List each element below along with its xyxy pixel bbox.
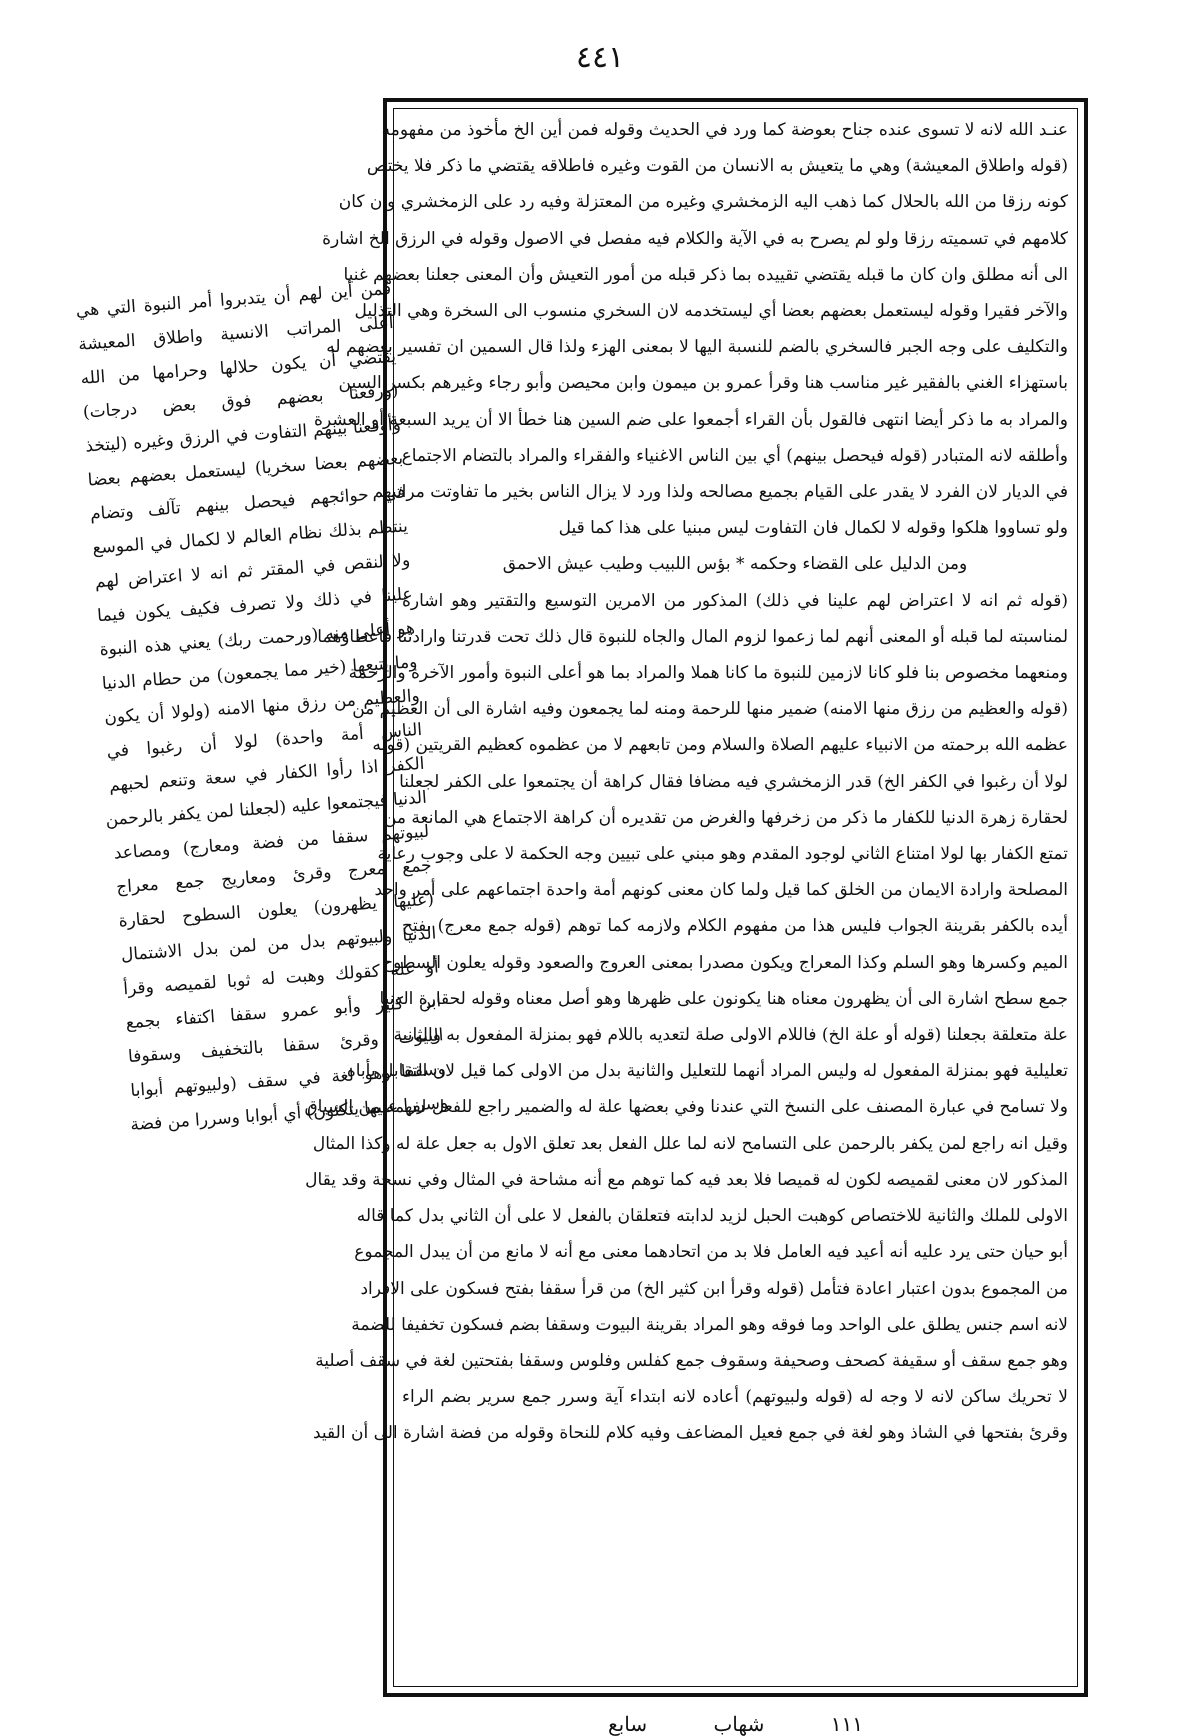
commentary-line: لولا أن رغبوا في الكفر الخ) قدر الزمخشري فيه مضافا فقال كراهة أن يجتمعوا على الكفر لجعلنا bbox=[399, 771, 1068, 792]
margin-line: بعضهم بعضا سخريا) ليستعمل بعضهم بعضا bbox=[87, 448, 404, 491]
commentary-line: وقرئ بفتحها في الشاذ وهو لغة في جمع فعيل المضاعف وفيه كلام للنحاة وقوله من فضة اشارة الى أن القيد bbox=[313, 1423, 1068, 1444]
footer-signature-number: ١١١ bbox=[830, 1712, 863, 1736]
margin-line: البيوت وقرئ سقفا بالتخفيف وسقوفا bbox=[127, 1025, 445, 1068]
commentary-line: تعليلية فهو بمنزلة المفعول له وليس المراد أنهما للتعليل والثانية بدل من الاولى كما قيل لان التقابل يأباه bbox=[346, 1061, 1068, 1082]
commentary-line: لحقارة زهرة الدنيا للكفار ما ذكر من زخرفها والغرض من تقديره أن كراهة الاجتماع هي المانعة من bbox=[383, 807, 1068, 828]
page-number: ٤٤١ bbox=[575, 40, 625, 75]
commentary-line: والآخر فقيرا وقوله ليستعمل بعضهم بعضا أي ليستخدمه لان السخري منسوب الى السخرة وهي التذليل bbox=[354, 301, 1068, 322]
margin-line: علينا في ذلك ولا تصرف فكيف يكون فيما bbox=[96, 584, 414, 627]
margin-line: أعلى المراتب الانسية واطلاق المعيشة bbox=[77, 312, 395, 355]
margin-line: جمع معرج وقرئ ومعاريج جمع معراج bbox=[115, 855, 433, 898]
commentary-line: باستهزاء الغني بالفقير غير مناسب هنا وقرأ عمرو بن ميمون وابن محيصن وأبو رجاء وغيرهم بكسر السين bbox=[338, 373, 1068, 394]
margin-line: (ورفعنا بعضهم فوق بعض درجات) bbox=[82, 380, 399, 423]
margin-line: فمن أين لهم أن يتدبروا أمر النبوة التي هي bbox=[75, 278, 392, 321]
commentary-line: عظمه الله برحمته من الانبياء عليهم الصلاة والسلام ومن تابعهم لا من عظموه كعظيم القريتين (قوله bbox=[372, 735, 1068, 756]
commentary-line: لا تحريك ساكن لانه لا وجه له (قوله ولبيوتهم) أعاده لانه ابتداء آية وسرر جمع سرير بضم الراء bbox=[402, 1387, 1068, 1408]
margin-line: (عليها يظهرون) يعلون السطوح لحقارة bbox=[117, 889, 435, 932]
commentary-line: (قوله والعظيم من رزق منها الامنه) ضمير منها للرحمة ومنه لما يجمعون وفيه اشارة الى أن العظيم من bbox=[352, 699, 1068, 720]
margin-line: الناس أمة واحدة) لولا أن رغبوا في bbox=[106, 719, 423, 762]
margin-line: ولا لنقص في المقتر ثم انه لا اعتراض لهم bbox=[94, 550, 411, 593]
commentary-line: المذكور لان معنى لقميصه لكون له قميصا فلا بعد فيه كما توهم مع أنه مشاحة في المثال وفي نسخة وقد يقال bbox=[305, 1169, 1068, 1190]
commentary-line: ومن الدليل على القضاء وحكمه * بؤس اللبيب وطيب عيش الاحمق bbox=[502, 554, 968, 575]
page-footer bbox=[383, 1712, 1088, 1736]
margin-line: وسقفا وهو لغة في سقف (ولبيوتهم أبوابا bbox=[129, 1059, 447, 1102]
commentary-line: الاولى للملك والثانية للاختصاص كوهبت الحبل لزيد لدابته فتعلقان بالفعل لا على أن الثاني بدل كما قاله bbox=[356, 1206, 1068, 1227]
footer-word-sabi: سابع bbox=[608, 1712, 648, 1736]
commentary-line: (قوله ثم انه لا اعتراض لهم علينا في ذلك) المذكور من الامرين التوسيع والتقتير وهو اشارة bbox=[402, 590, 1068, 611]
margin-line: أو علة كقولك وهبت له ثوبا لقميصه وقرأ bbox=[122, 957, 440, 1000]
commentary-line: من المجموع بدون اعتبار اعادة فتأمل (قوله وقرأ ابن كثير الخ) من قرأ سقفا بفتح فسكون على الافراد bbox=[360, 1278, 1068, 1299]
footer-word-shihab: شهاب bbox=[713, 1712, 765, 1736]
commentary-line: كونه رزقا من الله بالحلال كما ذهب اليه الزمخشري وغيره من المعتزلة وفيه رد على الزمخشري وان كان bbox=[338, 192, 1068, 213]
commentary-line: ولو تساووا هلكوا وقوله لا لكمال فان التفاوت ليس مبنيا على هذا كما قيل bbox=[558, 518, 1068, 539]
commentary-line: وقيل انه راجع لمن يكفر بالرحمن على التسامح لانه لما علل الفعل بعد تعلق الاول به جعل علة له وكذا المثال bbox=[312, 1133, 1068, 1154]
commentary-line: وهو جمع سقف أو سقيفة كصحف وصحيفة وسقوف جمع كفلس وفلوس وسقفا بفتحتين لغة في سقف أصلية bbox=[315, 1350, 1068, 1371]
commentary-line: أبو حيان حتى يرد عليه أنه أعيد فيه العامل فلا بد من اتحادهما معنى مع أنه لا مانع من أن يبدل المجموع bbox=[354, 1242, 1068, 1263]
margin-line: الدنيا ولبيوتهم بدل من لمن بدل الاشتمال bbox=[120, 923, 437, 966]
margin-line: والعظيم من رزق منها الامنه (ولولا أن يكون bbox=[103, 685, 421, 728]
commentary-line: تمتع الكفار بها لولا امتناع الثاني لوجود المقدم وهو مبني على تبيين وجه الحكمة لا على وجوب رعاية bbox=[377, 844, 1068, 865]
margin-line: يقتضي أن يكون حلالها وحرامها من الله bbox=[80, 346, 397, 389]
margin-line: في حوائجهم فيحصل بينهم تآلف وتضام bbox=[89, 482, 407, 525]
commentary-line: والمراد به ما ذكر أيضا انتهى فالقول بأن القراء أجمعوا على ضم السين هنا خطأ الا أن يريد السبعة أو العشرة bbox=[314, 409, 1068, 430]
commentary-line: وأطلقه لانه المتبادر (قوله فيحصل بينهم) أي بين الناس الاغنياء والفقراء والمراد بالتضام الاجتماع bbox=[401, 445, 1068, 466]
margin-line: الكفر اذا رأوا الكفار في سعة وتنعم لحبهم bbox=[108, 753, 426, 796]
commentary-line: ولا تسامح في عبارة المصنف على النسخ التي عندنا وفي بعضها علة له والضمير راجع للفعل لفهمه من السياق bbox=[304, 1097, 1068, 1118]
margin-line: ينتظم بذلك نظام العالم لا لكمال في الموسع bbox=[91, 516, 409, 559]
commentary-line: لمناسبته لما قبله أو المعنى أنهم لما زعموا لزوم المال والجاه للنبوة قال ذلك تحت قدرتنا وارادتنا فاعطاؤهما bbox=[317, 626, 1068, 647]
commentary-line: ومنعهما مخصوص بنا فلو كانا لازمين للنبوة ما كانا هملا والمراد بما هو أعلى النبوة وأمور الآخرة والرحمة bbox=[348, 663, 1068, 684]
commentary-line: والتكليف على وجه الجبر فالسخري بالضم للنسبة اليها لا بمعنى الهزء ولذا قال السمين ان تفسير بعضهم له bbox=[326, 337, 1068, 358]
commentary-line: الميم وكسرها وهو السلم وكذا المعراج ويكون مصدرا بمعنى العروج والصعود وقوله يعلون السطوح bbox=[382, 952, 1068, 973]
commentary-line: الى أنه مطلق وان كان ما قبله يقتضي تقييده بما ذكر قبله من أمور التعيش وأن المعنى جعلنا بعضهم غنيا bbox=[343, 264, 1068, 285]
marginal-text bbox=[75, 272, 450, 1142]
margin-wrap bbox=[74, 272, 449, 1136]
commentary-text bbox=[304, 108, 1078, 1686]
margin-line: وأوقعنا بينهم التفاوت في الرزق وغيره (ليتخذ bbox=[84, 414, 402, 457]
margin-line: الدنيا فيجتمعوا عليه (لجعلنا لمن يكفر بالرحمن bbox=[104, 787, 428, 831]
commentary-line: كلامهم في تسميته رزقا ولو لم يصرح به في الآية والكلام فيه مفصل في الاصول وقوله في الرزق الخ اشارة bbox=[322, 228, 1068, 249]
commentary-line: المصلحة وارادة الايمان من الخلق كما قيل ولما كان معنى كونهم أمة واحدة اجتماعهم على أمر واحد bbox=[374, 880, 1068, 901]
commentary-line: جمع سطح اشارة الى أن يظهرون معناه هنا يكونون على ظهرها وهو أصل معناه وقوله لحقارة الدنيا bbox=[379, 988, 1068, 1009]
margin-line: وما يتبعها (خير مما يجمعون) من حطام الدنيا bbox=[101, 652, 418, 695]
commentary-line: في الديار لان الفرد لا يقدر على القيام بجميع مصالحه ولذا ورد لا يزال الناس بخير ما تفاوتت مراتبهم bbox=[372, 482, 1068, 503]
commentary-line: (قوله واطلاق المعيشة) وهي ما يتعيش به الانسان من القوت وغيره فاطلاقه يقتضي ما ذكر فلا يختص bbox=[366, 156, 1068, 177]
margin-line: هو أعلى منه (ورحمت ربك) يعني هذه النبوة bbox=[98, 618, 416, 661]
margin-line: لبيوتهم سقفا من فضة ومعارج) ومصاعد bbox=[113, 821, 430, 864]
commentary-line: أيده بالكفر بقرينة الجواب فليس هذا من مفهوم الكلام ولازمه كما توهم (قوله جمع معرج) بفتح bbox=[402, 916, 1068, 937]
commentary-line: عنـد الله لانه لا تسوى عنده جناح بعوضة كما ورد في الحديث وقوله فمن أين الخ مأخوذ من مفهومه bbox=[381, 120, 1068, 140]
margin-line: وسررا عليها يتكئون) أي أبوابا وسررا من فضة bbox=[129, 1092, 449, 1136]
commentary-line: لانه اسم جنس يطلق على الواحد وما فوقه وهو المراد بقرينة البيوت وسقفا بضم فسكون تخفيفا للضمة bbox=[351, 1314, 1068, 1335]
commentary-line: علة متعلقة بجعلنا (قوله أو علة الخ) فاللام الاولى صلة لتعديه باللام فهو بمنزلة المفعول به والثانية bbox=[393, 1025, 1068, 1046]
margin-line: ابن كثير وأبو عمرو سقفا اكتفاء بجمع bbox=[125, 991, 442, 1034]
